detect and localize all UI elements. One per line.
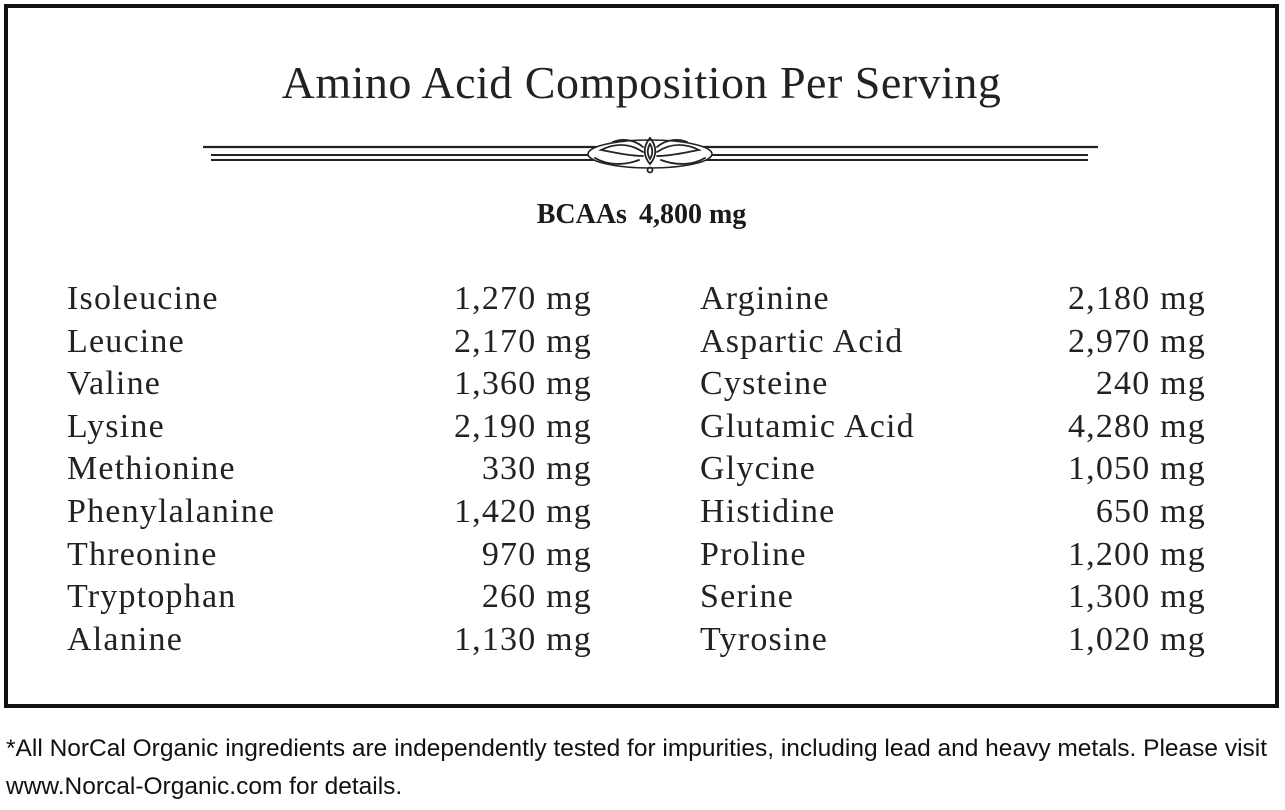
list-item (67, 363, 592, 406)
amino-acid-amount: 1,300 mg (1067, 578, 1206, 616)
bcaa-value: 4,800 mg (638, 199, 747, 230)
list-item (67, 534, 592, 577)
amino-acid-amount: 1,130 mg (453, 620, 592, 658)
amino-acid-name: Valine (67, 365, 162, 403)
amino-acid-name: Alanine (67, 620, 184, 658)
list-item (67, 406, 592, 449)
amino-acid-amount: 240 mg (1095, 365, 1206, 403)
amino-acid-name: Glutamic Acid (700, 407, 915, 445)
list-item (700, 534, 1206, 577)
left-column (67, 278, 592, 661)
amino-acid-name: Arginine (700, 280, 830, 317)
amino-acid-name: Tryptophan (67, 578, 237, 616)
list-item (67, 576, 592, 619)
list-item (67, 491, 592, 534)
amino-acid-amount: 1,270 mg (453, 280, 592, 317)
amino-acid-name: Tyrosine (700, 620, 829, 658)
ornament-divider (203, 132, 1098, 182)
amino-acid-name: Cysteine (700, 365, 829, 403)
amino-acid-amount: 1,200 mg (1067, 535, 1206, 573)
amino-acid-name: Threonine (67, 535, 218, 573)
amino-acid-panel (4, 4, 1279, 708)
list-item (67, 448, 592, 491)
amino-acid-name: Methionine (67, 450, 236, 488)
amino-acid-amount: 1,050 mg (1067, 450, 1206, 488)
amino-acid-name: Isoleucine (67, 280, 219, 317)
list-item (700, 278, 1206, 321)
amino-acid-name: Glycine (700, 450, 817, 488)
amino-acid-amount: 1,020 mg (1067, 620, 1206, 658)
right-column (700, 278, 1206, 661)
bcaa-label: BCAAs (536, 199, 627, 230)
amino-acid-amount: 970 mg (481, 535, 592, 573)
amino-acid-name: Aspartic Acid (700, 322, 904, 360)
amino-acid-amount: 2,170 mg (453, 322, 592, 360)
list-item (700, 619, 1206, 662)
amino-acid-name: Histidine (700, 492, 836, 530)
amino-acid-name: Proline (700, 535, 807, 573)
amino-acid-amount: 650 mg (1095, 492, 1206, 530)
list-item (700, 406, 1206, 449)
amino-acid-amount: 2,190 mg (453, 407, 592, 445)
list-item (700, 363, 1206, 406)
amino-acid-name: Phenylalanine (67, 492, 276, 530)
bcaa-total (8, 201, 1275, 229)
amino-acid-name: Leucine (67, 322, 185, 360)
amino-acid-name: Serine (700, 578, 795, 616)
list-item (700, 576, 1206, 619)
list-item (700, 321, 1206, 364)
list-item (700, 448, 1206, 491)
footnote: *All NorCal Organic ingredients are independently tested for impurities, including lead and heavy metals. Please visit www.Norcal-Organic.com for details. (6, 735, 1268, 800)
list-item (67, 278, 592, 321)
amino-acid-amount: 330 mg (481, 450, 592, 488)
amino-acid-amount: 1,420 mg (453, 492, 592, 530)
amino-acid-amount: 4,280 mg (1067, 407, 1206, 445)
amino-acid-amount: 260 mg (481, 578, 592, 616)
list-item (67, 619, 592, 662)
panel-title: Amino Acid Composition Per Serving (281, 57, 1002, 108)
amino-acid-amount: 2,970 mg (1067, 322, 1206, 360)
amino-acid-name: Lysine (67, 407, 165, 445)
list-item (67, 321, 592, 364)
amino-acid-amount: 1,360 mg (453, 365, 592, 403)
amino-acid-amount: 2,180 mg (1067, 280, 1206, 317)
list-item (700, 491, 1206, 534)
